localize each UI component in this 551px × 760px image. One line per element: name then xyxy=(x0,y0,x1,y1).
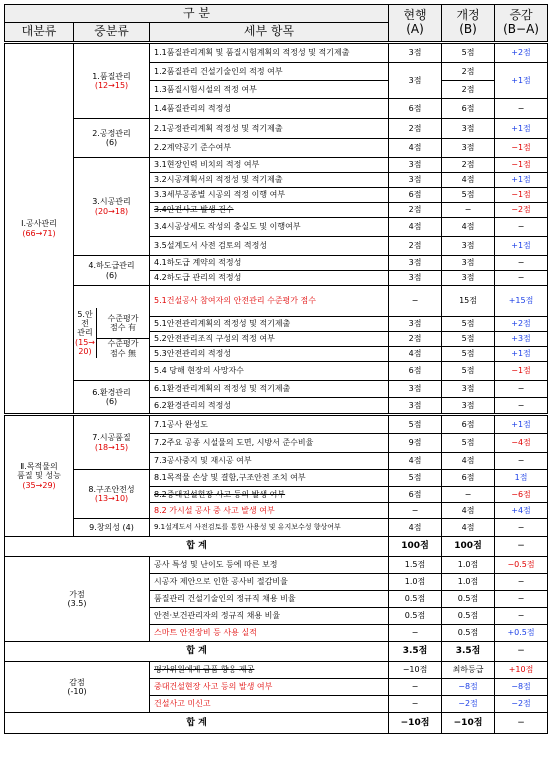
header-major-category: 대분류 xyxy=(5,23,74,43)
row-current: 6점 xyxy=(389,99,442,119)
total-main-label: 합 계 xyxy=(5,537,389,557)
group-score: (20→18) xyxy=(94,206,129,216)
row-current: 4점 xyxy=(389,453,442,470)
row-revised: 4점 xyxy=(442,173,495,188)
row-revised: 3점 xyxy=(442,119,495,139)
bonus-row-change: +0.5점 xyxy=(495,625,548,642)
row-current: 3점 xyxy=(389,63,442,99)
group-label: Ⅱ.목적물의 품질 및 성능 xyxy=(17,462,61,481)
row-change: −2점 xyxy=(495,203,548,218)
safety-with-score-label: 수준평가 점수 有 xyxy=(97,308,150,339)
penalty-row-current: − xyxy=(389,679,442,696)
row-revised: 4점 xyxy=(442,503,495,519)
row-change: +2점 xyxy=(495,43,548,63)
row-change: −4점 xyxy=(495,434,548,453)
row-revised: 6점 xyxy=(442,470,495,487)
row-change: −1점 xyxy=(495,139,548,158)
penalty-row-revised: −2점 xyxy=(442,696,495,713)
row-change: +1점 xyxy=(495,173,548,188)
row-revised: 5점 xyxy=(442,434,495,453)
row-current: 6점 xyxy=(389,487,442,503)
row-item: 1.3품질시험시설의 적정 여부 xyxy=(150,81,389,99)
row-revised: 5점 xyxy=(442,317,495,332)
row-revised: 3점 xyxy=(442,256,495,271)
group-score: (6) xyxy=(105,270,118,280)
group-label: 8.구조안전성 xyxy=(88,484,135,494)
row-revised: 2점 xyxy=(442,63,495,81)
group-label: 가점 xyxy=(69,589,85,599)
row-current: 6점 xyxy=(389,362,442,381)
group-score: (6) xyxy=(105,138,118,147)
safety-no-score-label: 수준평가 점수 無 xyxy=(107,339,139,358)
row-revised: 5점 xyxy=(442,347,495,362)
row-revised: 6점 xyxy=(442,99,495,119)
row-current: 9점 xyxy=(389,434,442,453)
bonus-row-change: − xyxy=(495,574,548,591)
row-change: +1점 xyxy=(495,63,548,99)
bonus-row-item: 공사 특성 및 난이도 등에 따른 보정 xyxy=(150,557,389,574)
row-revised: 5점 xyxy=(442,332,495,347)
row-item: 5.3안전관리의 적정성 xyxy=(150,347,389,362)
mid-group-quality xyxy=(74,43,150,119)
row-item: 5.4 당해 현장의 사망자수 xyxy=(150,362,389,381)
evaluation-table-container xyxy=(4,4,548,734)
row-change: +1점 xyxy=(495,237,548,256)
total-penalty-current: −10점 xyxy=(389,713,442,734)
row-change: − xyxy=(495,271,548,286)
total-main-change: − xyxy=(495,537,548,557)
row-item: 5.1건설공사 참여자의 안전관리 수준평가 점수 xyxy=(150,286,389,317)
total-penalty-revised: −10점 xyxy=(442,713,495,734)
row-item: 8.2 가시설 공사 중 사고 발생 여부 xyxy=(150,503,389,519)
row-item: 7.1공사 완성도 xyxy=(150,415,389,434)
total-penalty-change: − xyxy=(495,713,548,734)
row-item: 2.1공정관리계획 적정성 및 적기제출 xyxy=(150,119,389,139)
row-item: 4.1하도급 계약의 적정성 xyxy=(150,256,389,271)
row-revised: 4점 xyxy=(442,218,495,237)
penalty-row-item: 평가위원에게 금품 향응 제공 xyxy=(150,662,389,679)
row-item: 7.2주요 공종 시설물의 도면, 시방서 준수비율 xyxy=(150,434,389,453)
bonus-row-revised: 1.0점 xyxy=(442,557,495,574)
row-change: +1점 xyxy=(495,415,548,434)
bonus-row-current: − xyxy=(389,625,442,642)
total-bonus-current: 3.5점 xyxy=(389,642,442,662)
row-item: 1.1품질관리계획 및 품질시험계획의 적정성 및 적기제출 xyxy=(150,43,389,63)
row-change: +3점 xyxy=(495,332,548,347)
row-current: 5점 xyxy=(389,470,442,487)
group-label: 감점 xyxy=(69,677,85,687)
row-item: 6.1환경관리계획의 적정성 및 적기제출 xyxy=(150,381,389,398)
total-bonus-change: − xyxy=(495,642,548,662)
mid-group-process xyxy=(74,119,150,158)
row-current: 2점 xyxy=(389,237,442,256)
bonus-group xyxy=(5,557,150,642)
row-item: 7.3공사중지 및 재시공 여부 xyxy=(150,453,389,470)
penalty-row-revised: −8점 xyxy=(442,679,495,696)
row-item: 8.2중대건설현장 사고 등의 발생 여부 xyxy=(150,487,389,503)
total-main-current: 100점 xyxy=(389,537,442,557)
penalty-group xyxy=(5,662,150,713)
row-revised: 5점 xyxy=(442,43,495,63)
row-change: −1점 xyxy=(495,158,548,173)
row-revised: 2점 xyxy=(442,158,495,173)
group-label: 6.환경관리 xyxy=(92,387,131,397)
row-current: 4점 xyxy=(389,218,442,237)
row-item: 4.2하도급 관리의 적정성 xyxy=(150,271,389,286)
row-current: − xyxy=(389,503,442,519)
row-change: +1점 xyxy=(495,347,548,362)
bonus-row-current: 1.5점 xyxy=(389,557,442,574)
safety-inner xyxy=(74,308,149,357)
row-change: − xyxy=(495,256,548,271)
row-current: 3점 xyxy=(389,256,442,271)
row-revised: 3점 xyxy=(442,381,495,398)
row-change: +4점 xyxy=(495,503,548,519)
penalty-row-item: 중대건설현장 사고 등의 발생 여부 xyxy=(150,679,389,696)
penalty-row-current: − xyxy=(389,696,442,713)
major-group-construction xyxy=(5,43,74,415)
row-item: 3.3세부공종별 시공의 적정 이행 여부 xyxy=(150,188,389,203)
bonus-row-current: 0.5점 xyxy=(389,608,442,625)
group-label: 5.안전 관리 xyxy=(77,310,93,338)
row-change: − xyxy=(495,519,548,537)
row-change: +1점 xyxy=(495,119,548,139)
group-label: 1.품질관리 xyxy=(92,71,131,81)
row-revised: 4점 xyxy=(442,453,495,470)
group-score: (35→29) xyxy=(22,480,56,490)
row-change: − xyxy=(495,398,548,415)
mid-group-creativity: 9.창의성 (4) xyxy=(74,519,150,537)
row-item: 3.2시공계획서의 적정성 및 적기제출 xyxy=(150,173,389,188)
group-label: 4.하도급관리 xyxy=(88,261,135,271)
row-current: 6점 xyxy=(389,188,442,203)
row-current: 3점 xyxy=(389,398,442,415)
row-current: 3점 xyxy=(389,173,442,188)
total-penalty-label: 합 계 xyxy=(5,713,389,734)
row-item: 3.4시공상세도 작성의 충실도 및 이행여부 xyxy=(150,218,389,237)
penalty-row-revised: 최하등급 xyxy=(442,662,495,679)
row-revised: 5점 xyxy=(442,188,495,203)
header-detail-item: 세부 항목 xyxy=(150,23,389,43)
mid-group-construct xyxy=(74,158,150,256)
header-gubun: 구 분 xyxy=(5,5,389,23)
row-change: 1점 xyxy=(495,470,548,487)
row-revised: − xyxy=(442,487,495,503)
row-current: 3점 xyxy=(389,317,442,332)
row-current: 4점 xyxy=(389,347,442,362)
group-label: 3.시공관리 xyxy=(92,197,131,207)
bonus-row-revised: 0.5점 xyxy=(442,608,495,625)
total-bonus-label: 합 계 xyxy=(5,642,389,662)
evaluation-comparison-table xyxy=(4,4,548,734)
row-current: 2점 xyxy=(389,119,442,139)
row-current: − xyxy=(389,286,442,317)
penalty-row-change: +10점 xyxy=(495,662,548,679)
row-item: 3.4안전사고 발생 건수 xyxy=(150,203,389,218)
mid-group-structure xyxy=(74,470,150,519)
group-label: 2.공정관리 xyxy=(92,128,131,138)
mid-group-environment xyxy=(74,381,150,415)
bonus-row-revised: 0.5점 xyxy=(442,625,495,642)
bonus-row-item: 시공자 제안으로 인한 공사비 절감비율 xyxy=(150,574,389,591)
row-change: − xyxy=(495,381,548,398)
row-change: −1점 xyxy=(495,362,548,381)
row-change: − xyxy=(495,453,548,470)
header-change: 증감 (B−A) xyxy=(495,5,548,43)
total-main-revised: 100점 xyxy=(442,537,495,557)
row-item: 6.2환경관리의 적정성 xyxy=(150,398,389,415)
bonus-row-change: − xyxy=(495,608,548,625)
group-score: (18→15) xyxy=(94,442,129,452)
row-current: 5점 xyxy=(389,415,442,434)
row-change: +2점 xyxy=(495,317,548,332)
row-revised: 3점 xyxy=(442,398,495,415)
row-revised: − xyxy=(442,203,495,218)
row-current: 4점 xyxy=(389,139,442,158)
row-item: 9.1설계도서 사전검토를 통한 사용성 및 유지보수성 향상여부 xyxy=(150,519,389,537)
row-current: 2점 xyxy=(389,203,442,218)
major-group-quality-performance xyxy=(5,415,74,537)
row-change: +15점 xyxy=(495,286,548,317)
bonus-row-current: 0.5점 xyxy=(389,591,442,608)
penalty-row-current: −10점 xyxy=(389,662,442,679)
group-score: (66→71) xyxy=(22,228,56,238)
penalty-row-item: 건설사고 미신고 xyxy=(150,696,389,713)
header-revised: 개정 (B) xyxy=(442,5,495,43)
bonus-row-change: −0.5점 xyxy=(495,557,548,574)
row-change: − xyxy=(495,218,548,237)
header-mid-category: 중분류 xyxy=(74,23,150,43)
row-revised: 5점 xyxy=(442,362,495,381)
safety-label-cell xyxy=(74,308,97,357)
row-current: 3점 xyxy=(389,271,442,286)
row-current: 3점 xyxy=(389,381,442,398)
row-change: − xyxy=(495,99,548,119)
mid-group-facility xyxy=(74,415,150,470)
row-current: 3점 xyxy=(389,158,442,173)
row-item: 5.1안전관리계획의 적정성 및 적기제출 xyxy=(150,317,389,332)
row-revised: 3점 xyxy=(442,237,495,256)
bonus-row-change: − xyxy=(495,591,548,608)
row-revised: 3점 xyxy=(442,271,495,286)
group-score: (13→10) xyxy=(94,494,129,503)
group-label: 7.시공품질 xyxy=(92,433,131,443)
row-change: −1점 xyxy=(495,188,548,203)
row-current: 2점 xyxy=(389,332,442,347)
mid-group-safety xyxy=(74,286,150,381)
row-item: 1.4품질관리의 적정성 xyxy=(150,99,389,119)
header-current: 현행 (A) xyxy=(389,5,442,43)
row-item: 3.5설계도서 사전 검토의 적정성 xyxy=(150,237,389,256)
group-score: (-10) xyxy=(67,687,87,696)
group-score: (3.5) xyxy=(67,599,87,608)
group-score: (6) xyxy=(105,397,118,406)
row-revised: 6점 xyxy=(442,415,495,434)
bonus-row-item: 품질관리 건설기술인의 정규직 채용 비율 xyxy=(150,591,389,608)
total-bonus-revised: 3.5점 xyxy=(442,642,495,662)
bonus-row-revised: 0.5점 xyxy=(442,591,495,608)
mid-group-subcontract xyxy=(74,256,150,286)
row-revised: 4점 xyxy=(442,519,495,537)
row-item: 8.1목적물 손상 및 결함,구조안전 조치 여부 xyxy=(150,470,389,487)
bonus-row-current: 1.0점 xyxy=(389,574,442,591)
penalty-row-change: −2점 xyxy=(495,696,548,713)
bonus-row-item: 스마트 안전장비 등 사용 실적 xyxy=(150,625,389,642)
row-revised: 3점 xyxy=(442,139,495,158)
row-item: 5.2안전관리조직 구성의 적정 여부 xyxy=(150,332,389,347)
row-current: 3점 xyxy=(389,43,442,63)
group-score: (15→ 20) xyxy=(74,337,95,356)
group-score: (12→15) xyxy=(94,81,129,90)
penalty-row-change: −8점 xyxy=(495,679,548,696)
row-change: −6점 xyxy=(495,487,548,503)
row-revised: 15점 xyxy=(442,286,495,317)
bonus-row-revised: 1.0점 xyxy=(442,574,495,591)
row-revised: 2점 xyxy=(442,81,495,99)
group-label: Ⅰ.공사관리 xyxy=(21,219,57,229)
row-item: 2.2계약공기 준수여부 xyxy=(150,139,389,158)
row-current: 4점 xyxy=(389,519,442,537)
row-item: 3.1현장인력 비치의 적정 여부 xyxy=(150,158,389,173)
bonus-row-item: 안전·보건관리자의 정규직 채용 비율 xyxy=(150,608,389,625)
row-item: 1.2품질관리 건설기술인의 적정 여부 xyxy=(150,63,389,81)
